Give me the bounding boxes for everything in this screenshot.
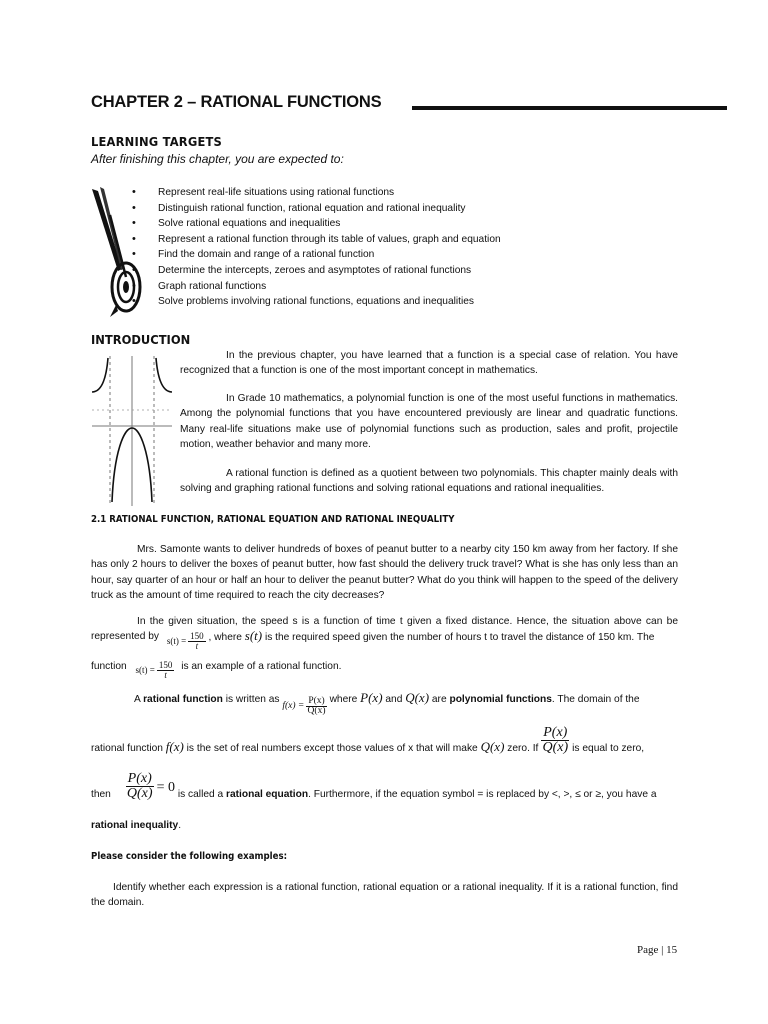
rational-graph-illustration — [88, 352, 176, 510]
list-item: • Solve problems involving rational functions, equations and inequalities — [130, 294, 501, 310]
list-item: • Determine the intercepts, zeroes and asymptotes of rational functions — [130, 263, 501, 279]
list-item: • Distinguish rational function, rational equation and rational inequality — [130, 201, 501, 217]
section-paragraph-6: then $\frac{P(x)}{Q(x)}$ = 0 is called a rational equation. Furthermore, if the equation symbol = is replaced by <, >, ≤ or ≥, you have a — [91, 771, 657, 801]
section-paragraph-1: Mrs. Samonte wants to deliver hundreds of boxes of peanut butter to a nearby city 150 km away from her factory. If she has only 2 hours to deliver the boxes of peanut butter, how fast should the delivery truck travel? What is she has only less than an hour, say quarter of an hour or half an hour to deliver the peanut butter? What do you think will happen to the speed of the delivery truck as the amount of time required to reach the city decreases? — [91, 544, 678, 602]
speed-formula-2: s(t) = $\frac{150}{t}$ — [135, 660, 173, 680]
intro-paragraph-3: A rational function is defined as a quotient between two polynomials. This chapter mainly deals with solving and graphing rational functions and solving rational equations and rational inequalities. — [180, 468, 678, 495]
rational-equation-formula: $\frac{P(x)}{Q(x)}$ — [126, 771, 153, 801]
section-paragraph-2-line-2: s(t) = $\frac{150}{t}$ , where s(t) is the required speed given the number of hours t to travel the distance of 150 km. The — [166, 628, 655, 651]
rational-function-formula: f(x) = $\frac{P(x)}{Q(x)}$ — [282, 695, 326, 717]
p-over-q-fraction: $\frac{P(x)}{Q(x)}$ — [542, 725, 569, 755]
section-paragraph-7: Identify whether each expression is a rational function, rational equation or a rational inequality. If it is a rational function, find the domain. — [91, 882, 678, 909]
section-paragraph-4: A rational function is written as f(x) = $\frac{P(x)}{Q(x)}$ where P(x) and Q(x) are polynomial functions. The domain of the — [134, 690, 640, 717]
section-paragraph-2-line-1: In the given situation, the speed s is a function of time t given a fixed distance. Hence, the situation above can be represented by — [91, 616, 678, 643]
section-paragraph-5: rational function f(x) is the set of real numbers except those values of x that will make Q(x) zero. If $\frac{P(x)}{Q(x)}$ is equal to zero, — [91, 725, 645, 755]
examples-heading: Please consider the following examples: — [91, 851, 288, 862]
section-paragraph-6-end: rational inequality. — [91, 820, 182, 831]
intro-paragraph-2: In Grade 10 mathematics, a polynomial function is one of the most useful functions in mathematics. Among the polynomial functions that you have encountered previously are linear and quadratic functions. Many real-life situations make use of polynomial functions such as production, sales and profit, projectile motion, weather behavior and many more. — [180, 393, 678, 451]
page-number: Page | 15 — [637, 944, 678, 956]
intro-paragraph-1: In the previous chapter, you have learned that a function is a special case of relation. You have recognized that a function is one of the most important concept in mathematics. — [180, 350, 678, 377]
learning-targets-list — [130, 185, 501, 310]
title-rule — [412, 106, 727, 110]
list-item: • Graph rational functions — [130, 279, 501, 295]
list-item: • Find the domain and range of a rational function — [130, 247, 501, 263]
list-item: • Represent a rational function through its table of values, graph and equation — [130, 232, 501, 248]
chapter-title: CHAPTER 2 – RATIONAL FUNCTIONS — [91, 93, 382, 111]
list-item: • Solve rational equations and inequalities — [130, 216, 501, 232]
introduction-heading: INTRODUCTION — [91, 332, 191, 347]
section-paragraph-3: function s(t) = $\frac{150}{t}$ is an example of a rational function. — [91, 660, 342, 680]
list-item: • Represent real-life situations using rational functions — [130, 185, 501, 201]
learning-targets-subtitle: After finishing this chapter, you are expected to: — [91, 152, 344, 166]
section-heading: 2.1 RATIONAL FUNCTION, RATIONAL EQUATION AND RATIONAL INEQUALITY — [91, 514, 455, 525]
speed-formula: s(t) = $\frac{150}{t}$ — [166, 631, 204, 651]
learning-targets-heading: LEARNING TARGETS — [91, 134, 222, 149]
